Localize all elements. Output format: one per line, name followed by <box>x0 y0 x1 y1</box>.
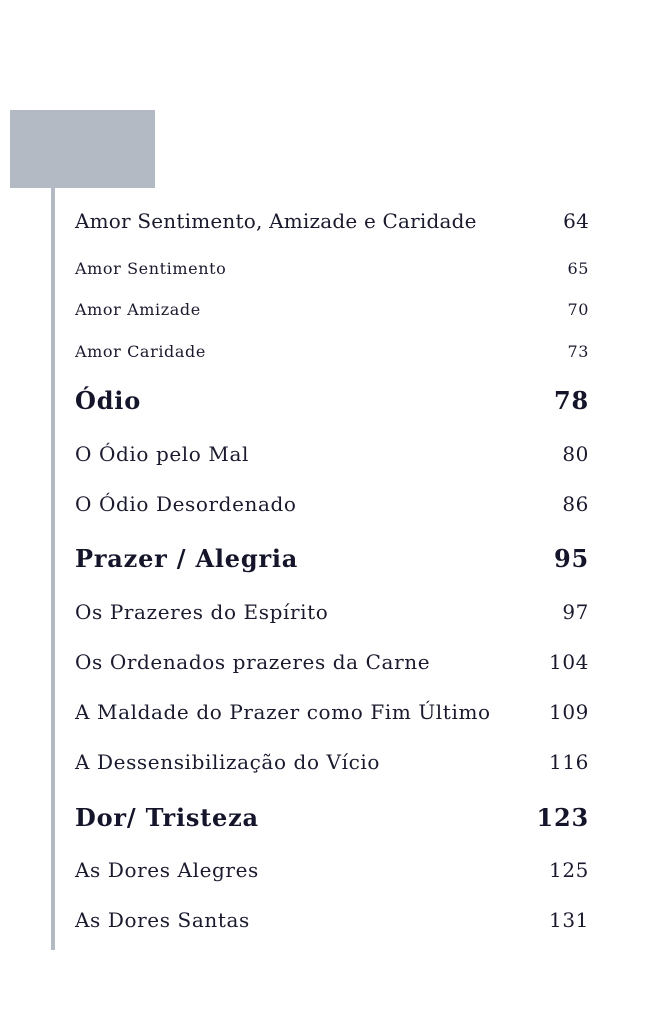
toc-subentry[interactable] <box>75 259 589 278</box>
toc-entry-page: 65 <box>567 259 589 278</box>
toc-entry-title: Amor Amizade <box>75 300 201 319</box>
toc-subentry[interactable] <box>75 750 589 774</box>
toc-subentry[interactable] <box>75 300 589 319</box>
toc-entry-title: Amor Sentimento <box>75 259 227 278</box>
toc-entry-page: 125 <box>549 858 589 882</box>
toc-heading-page: 95 <box>554 544 589 573</box>
toc-entry-title: Amor Sentimento, Amizade e Caridade <box>75 209 477 233</box>
toc-subentry[interactable] <box>75 908 589 932</box>
toc-heading[interactable] <box>75 544 589 573</box>
toc-subentry[interactable] <box>75 492 589 516</box>
vertical-rule <box>51 188 55 950</box>
toc-entry-page: 86 <box>562 492 589 516</box>
toc-entry-title: As Dores Santas <box>75 908 250 932</box>
toc-entry-title: As Dores Alegres <box>75 858 259 882</box>
toc-heading[interactable] <box>75 386 589 415</box>
toc-subentry[interactable] <box>75 442 589 466</box>
toc-subentry[interactable] <box>75 342 589 361</box>
toc-entry-page: 64 <box>563 209 589 233</box>
toc-entry-title: O Ódio Desordenado <box>75 492 297 516</box>
toc-entry-title: Os Ordenados prazeres da Carne <box>75 650 431 674</box>
toc-entry-page: 104 <box>549 650 589 674</box>
toc-subentry[interactable] <box>75 858 589 882</box>
toc-subentry[interactable] <box>75 700 589 724</box>
toc-entry-page: 70 <box>567 300 589 319</box>
toc-entry-title: O Ódio pelo Mal <box>75 442 249 466</box>
toc-subentry[interactable] <box>75 650 589 674</box>
toc-heading-page: 78 <box>554 386 589 415</box>
toc-heading-title: Prazer / Alegria <box>75 544 299 573</box>
toc-heading-title: Ódio <box>75 386 142 415</box>
toc-subentry[interactable] <box>75 600 589 624</box>
toc-heading[interactable] <box>75 803 589 832</box>
toc-entry-page: 109 <box>549 700 589 724</box>
toc-entry-title: A Maldade do Prazer como Fim Último <box>75 700 491 724</box>
toc-entry-page: 131 <box>549 908 589 932</box>
toc-entry-title: Amor Caridade <box>75 342 206 361</box>
toc-heading-title: Dor/ Tristeza <box>75 803 259 832</box>
toc-entry-page: 73 <box>567 342 589 361</box>
toc-entry-title: A Dessensibilização do Vício <box>75 750 381 774</box>
toc-entry[interactable] <box>75 209 589 233</box>
toc-heading-page: 123 <box>536 803 589 832</box>
toc-entry-page: 116 <box>549 750 589 774</box>
toc-entry-title: Os Prazeres do Espírito <box>75 600 329 624</box>
header-decoration-block <box>10 110 155 188</box>
toc-entry-page: 97 <box>562 600 589 624</box>
toc-entry-page: 80 <box>562 442 589 466</box>
